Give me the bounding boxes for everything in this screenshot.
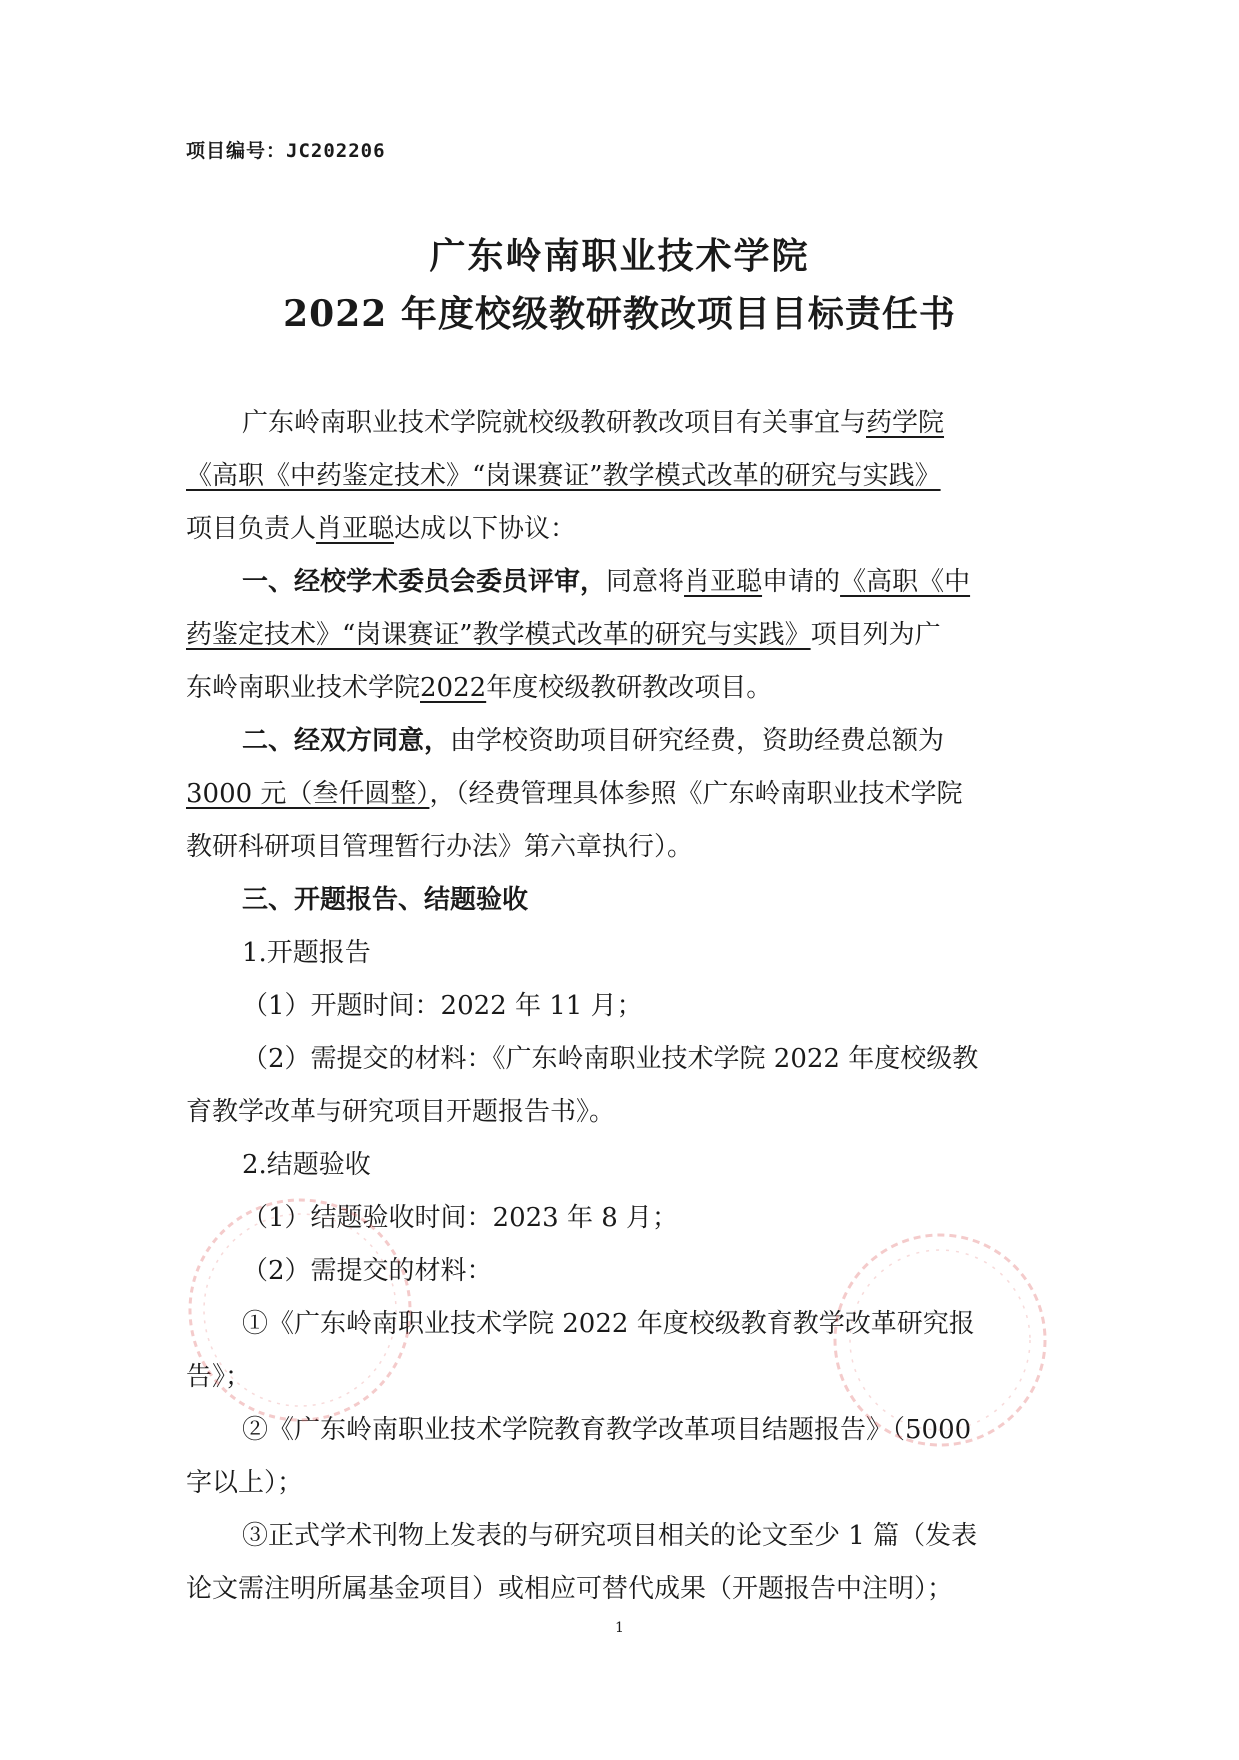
section1-line-3	[186, 673, 772, 703]
section1-text: 申请的	[762, 567, 841, 597]
section1-heading: 一、经校学术委员会委员评审，	[242, 567, 607, 597]
material-1-line-1: ①《广东岭南职业技术学院 2022 年度校级教育教学改革研究报	[242, 1309, 975, 1339]
section1-text: 同意将	[606, 567, 685, 597]
project-leader: 肖亚聪	[316, 514, 395, 544]
material-3-line-2: 论文需注明所属基金项目）或相应可替代成果（开题报告中注明）；	[186, 1574, 954, 1604]
acceptance-materials: （2）需提交的材料：	[242, 1256, 493, 1286]
opening-time: （1）开题时间：2022 年 11 月；	[242, 991, 643, 1021]
project-number: 项目编号：JC202206	[186, 140, 386, 162]
subsection-final-acceptance: 2.结题验收	[242, 1150, 371, 1180]
section2-heading: 二、经双方同意，	[242, 726, 451, 756]
acceptance-time: （1）结题验收时间：2023 年 8 月；	[242, 1203, 679, 1233]
section2-line-2	[186, 779, 962, 809]
section1-line-1	[242, 567, 970, 597]
college-name: 药学院	[866, 408, 945, 438]
project-title: 《高职《中	[840, 567, 971, 597]
project-year: 2022	[420, 673, 487, 703]
subsection-opening-report: 1.开题报告	[242, 938, 371, 968]
project-leader: 肖亚聪	[684, 567, 763, 597]
section2-text: 由学校资助项目研究经费，资助经费总额为	[450, 726, 945, 756]
intro-line-1	[242, 408, 944, 438]
intro-text: 广东岭南职业技术学院就校级教研教改项目有关事宜与	[242, 408, 867, 438]
project-title-line: 《高职《中药鉴定技术》“岗课赛证”教学模式改革的研究与实践》	[186, 461, 941, 491]
project-title: 药鉴定技术》“岗课赛证”教学模式改革的研究与实践》	[186, 620, 811, 650]
page-number: 1	[615, 1620, 624, 1636]
section1-text: 年度校级教研教改项目。	[486, 673, 773, 703]
section2-text: ，（经费管理具体参照《广东岭南职业技术学院	[429, 779, 963, 809]
funding-amount: 3000 元（叁仟圆整）	[186, 779, 430, 809]
section2-line-3: 教研科研项目管理暂行办法》第六章执行）。	[186, 832, 694, 862]
section1-line-2	[186, 620, 941, 650]
opening-materials-line-2: 育教学改革与研究项目开题报告书》。	[186, 1097, 616, 1127]
material-2-line-1: ②《广东岭南职业技术学院教育教学改革项目结题报告》（5000	[242, 1415, 972, 1445]
opening-materials-line-1: （2）需提交的材料：《广东岭南职业技术学院 2022 年度校级教	[242, 1044, 979, 1074]
material-2-line-2: 字以上）；	[186, 1468, 304, 1498]
section1-text: 项目列为广	[810, 620, 941, 650]
title-line-1: 广东岭南职业技术学院	[429, 235, 810, 277]
section2-line-1	[242, 726, 944, 756]
section1-text: 东岭南职业技术学院	[186, 673, 421, 703]
section3-heading: 三、开题报告、结题验收	[242, 885, 529, 915]
material-1-line-2: 告》；	[186, 1362, 252, 1392]
intro-text: 达成以下协议：	[394, 514, 577, 544]
intro-text: 项目负责人	[186, 514, 317, 544]
intro-line-3	[186, 514, 576, 544]
material-3-line-1: ③正式学术刊物上发表的与研究项目相关的论文至少 1 篇（发表	[242, 1521, 978, 1551]
title-line-2: 2022 年度校级教研教改项目目标责任书	[283, 293, 956, 335]
